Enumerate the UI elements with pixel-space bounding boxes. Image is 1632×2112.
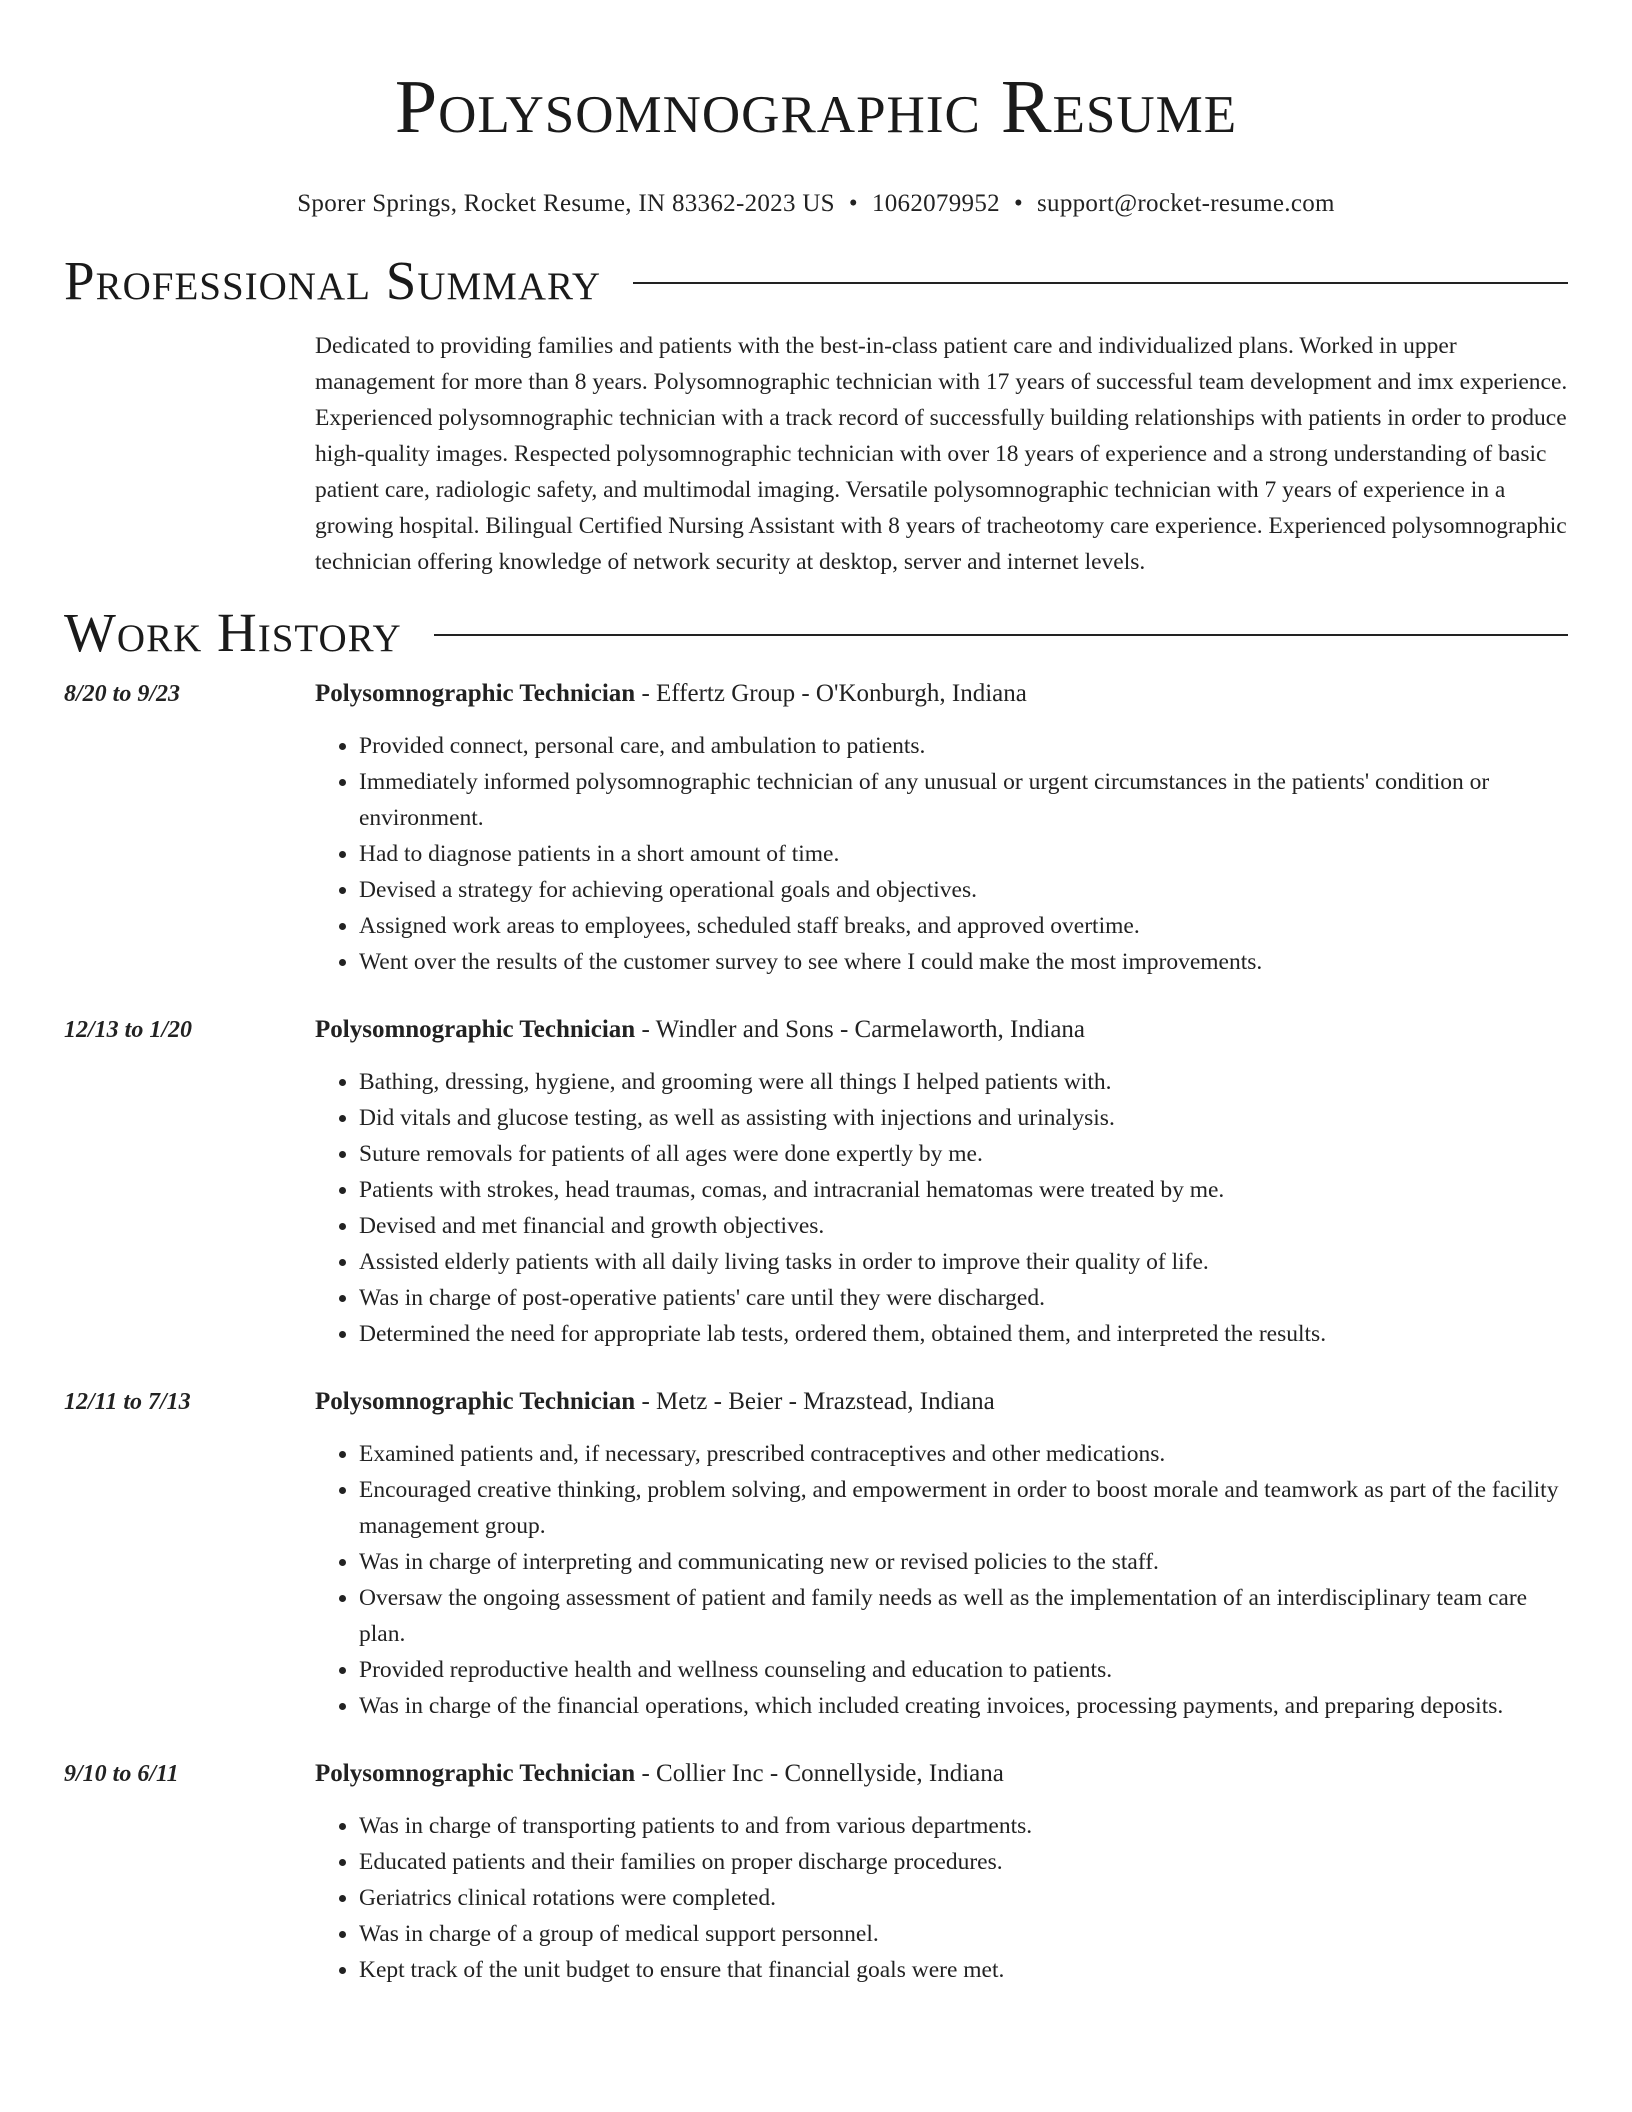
contact-address: Sporer Springs, Rocket Resume, IN 83362-2023 US: [297, 190, 835, 217]
contact-line: [64, 188, 1568, 220]
job-dates: 9/10 to 6/11: [64, 1761, 179, 1787]
job-body: [315, 1384, 1568, 1724]
list-item: • Encouraged creative thinking, problem solving, and empowerment in order to boost morale and teamwork as part of the facility management group.: [359, 1472, 1568, 1544]
list-item: • Examined patients and, if necessary, prescribed contraceptives and other medications.: [359, 1436, 1568, 1472]
list-item: • Was in charge of post-operative patients' care until they were discharged.: [359, 1280, 1568, 1316]
job-heading: [315, 1012, 1568, 1048]
professional-summary-header: [64, 248, 1568, 314]
list-item: • Devised and met financial and growth objectives.: [359, 1208, 1568, 1244]
resume-page: [64, 0, 1568, 2020]
contact-phone: 1062079952: [871, 190, 1000, 217]
job-title: Polysomnographic Technician: [315, 1760, 636, 1787]
job-title: Polysomnographic Technician: [315, 1388, 636, 1415]
job-body: [315, 676, 1568, 980]
job-heading: [315, 676, 1568, 712]
list-item: • Determined the need for appropriate lab tests, ordered them, obtained them, and interpreted the results.: [359, 1316, 1568, 1352]
job-title: Polysomnographic Technician: [315, 1016, 636, 1043]
list-item: • Was in charge of transporting patients to and from various departments.: [359, 1808, 1568, 1844]
list-item: • Patients with strokes, head traumas, comas, and intracranial hematomas were treated by me.: [359, 1172, 1568, 1208]
section-title-work-history: Work History: [64, 602, 402, 663]
job-entry: [64, 1756, 1568, 1988]
list-item: • Educated patients and their families on proper discharge procedures.: [359, 1844, 1568, 1880]
list-item: • Devised a strategy for achieving operational goals and objectives.: [359, 872, 1568, 908]
list-item: • Went over the results of the customer survey to see where I could make the most improvements.: [359, 944, 1568, 980]
job-entry: [64, 1012, 1568, 1352]
summary-paragraph: Dedicated to providing families and patients with the best-in-class patient care and individualized plans. Worked in upper management for more than 8 years. Polysomnographic technician with 17 years of successful team development and imx experience. Experienced polysomnographic technician with a track record of successfully building relationships with patients in order to produce high-quality images. Respected polysomnographic technician with over 18 years of experience and a strong understanding of basic patient care, radiologic safety, and multimodal imaging. Versatile polysomnographic technician with 7 years of experience in a growing hospital. Bilingual Certified Nursing Assistant with 8 years of tracheotomy care experience. Experienced polysomnographic technician offering knowledge of network security at desktop, server and internet levels.: [315, 333, 1568, 575]
contact-email: support@rocket-resume.com: [1037, 190, 1335, 217]
list-item: • Did vitals and glucose testing, as well as assisting with injections and urinalysis.: [359, 1100, 1568, 1136]
job-title: Polysomnographic Technician: [315, 680, 636, 707]
job-dates: 12/11 to 7/13: [64, 1389, 191, 1415]
job-employer-location: - Windler and Sons - Carmelaworth, Indiana: [635, 1016, 1086, 1043]
list-item: • Kept track of the unit budget to ensure that financial goals were met.: [359, 1952, 1568, 1988]
list-item: • Was in charge of the financial operations, which included creating invoices, processing payments, and preparing deposits.: [359, 1688, 1568, 1724]
list-item: • Was in charge of interpreting and communicating new or revised policies to the staff.: [359, 1544, 1568, 1580]
job-dates: 12/13 to 1/20: [64, 1017, 193, 1043]
list-item: • Geriatrics clinical rotations were completed.: [359, 1880, 1568, 1916]
section-title-professional-summary: Professional Summary: [64, 250, 602, 311]
list-item: • Provided connect, personal care, and ambulation to patients.: [359, 728, 1568, 764]
job-responsibilities: [315, 728, 1568, 980]
job-body: [315, 1012, 1568, 1352]
job-responsibilities: [315, 1808, 1568, 1988]
job-heading: [315, 1384, 1568, 1420]
list-item: • Was in charge of a group of medical support personnel.: [359, 1916, 1568, 1952]
job-entry: [64, 1384, 1568, 1724]
job-employer-location: - Collier Inc - Connellyside, Indiana: [635, 1760, 1004, 1787]
job-employer-location: - Metz - Beier - Mrazstead, Indiana: [635, 1388, 995, 1415]
list-item: • Provided reproductive health and wellness counseling and education to patients.: [359, 1652, 1568, 1688]
contact-separator: •: [1013, 190, 1023, 217]
job-entry: [64, 676, 1568, 980]
job-responsibilities: [315, 1064, 1568, 1352]
section-divider: [434, 634, 1568, 636]
job-heading: [315, 1756, 1568, 1792]
list-item: • Bathing, dressing, hygiene, and grooming were all things I helped patients with.: [359, 1064, 1568, 1100]
resume-title: Polysomnographic Resume: [394, 65, 1238, 149]
list-item: • Assigned work areas to employees, scheduled staff breaks, and approved overtime.: [359, 908, 1568, 944]
contact-separator: •: [848, 190, 858, 217]
job-body: [315, 1756, 1568, 1988]
work-history-list: [64, 676, 1568, 1988]
list-item: • Oversaw the ongoing assessment of patient and family needs as well as the implementation of an interdisciplinary team care plan.: [359, 1580, 1568, 1652]
list-item: • Had to diagnose patients in a short amount of time.: [359, 836, 1568, 872]
section-divider: [633, 282, 1568, 284]
job-dates: 8/20 to 9/23: [64, 681, 181, 707]
list-item: • Immediately informed polysomnographic technician of any unusual or urgent circumstances in the patients' condition or environment.: [359, 764, 1568, 836]
job-employer-location: - Effertz Group - O'Konburgh, Indiana: [635, 680, 1027, 707]
list-item: • Assisted elderly patients with all daily living tasks in order to improve their quality of life.: [359, 1244, 1568, 1280]
list-item: • Suture removals for patients of all ages were done expertly by me.: [359, 1136, 1568, 1172]
job-responsibilities: [315, 1436, 1568, 1724]
work-history-header: [64, 600, 1568, 666]
